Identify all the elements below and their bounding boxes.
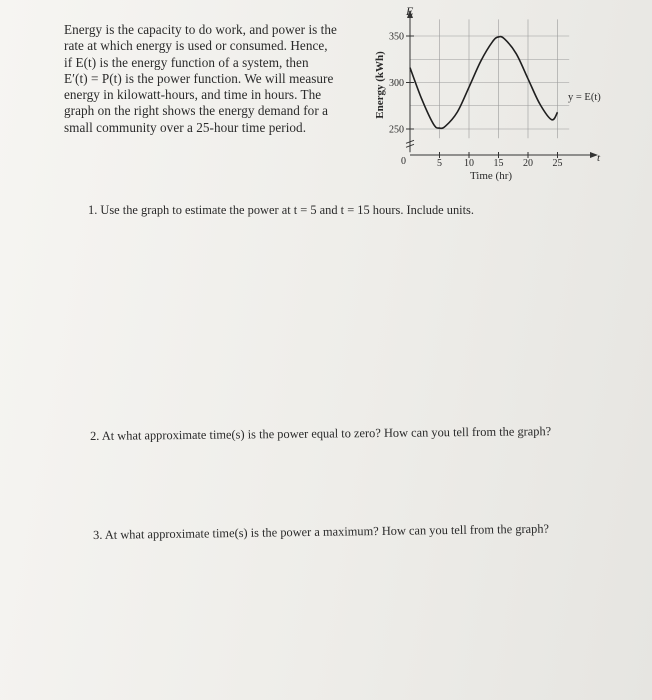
intro-line: rate at which energy is used or consumed. Hence, bbox=[64, 38, 328, 54]
y-axis-name: E bbox=[406, 4, 414, 18]
origin-label: 0 bbox=[401, 156, 406, 167]
chart-axes bbox=[406, 10, 598, 158]
y-tick-label: 350 bbox=[389, 31, 404, 43]
question-1: 1. Use the graph to estimate the power at t = 5 and t = 15 hours. Include units. bbox=[88, 203, 474, 217]
intro-line: Energy is the capacity to do work, and power is the bbox=[64, 22, 337, 37]
chart-ticks bbox=[389, 32, 563, 170]
intro-line: small community over a 25-hour time period. bbox=[64, 119, 307, 135]
question-3: 3. At what approximate time(s) is the power a maximum? How can you tell from the graph? bbox=[93, 521, 550, 542]
question-2: 2. At what approximate time(s) is the power equal to zero? How can you tell from the graph? bbox=[90, 424, 552, 443]
x-axis-name: t bbox=[597, 152, 601, 164]
energy-chart bbox=[368, 0, 628, 190]
y-tick-label: 250 bbox=[389, 124, 404, 136]
intro-line: E′(t) = P(t) is the power function. We will measure bbox=[64, 70, 334, 86]
curve-label: y = E(t) bbox=[568, 92, 601, 103]
x-tick-label: 25 bbox=[552, 158, 563, 169]
x-axis-label: Time (hr) bbox=[469, 170, 513, 182]
y-tick-label: 300 bbox=[389, 78, 404, 89]
x-tick-label: 20 bbox=[523, 158, 533, 169]
intro-paragraph bbox=[64, 22, 364, 136]
intro-line: graph on the right shows the energy demand for a bbox=[64, 103, 329, 119]
x-tick-label: 15 bbox=[493, 158, 504, 169]
x-tick-label: 5 bbox=[437, 158, 442, 169]
chart-grid bbox=[410, 19, 569, 138]
x-tick-label: 10 bbox=[464, 158, 474, 169]
intro-line: energy in kilowatt-hours, and time in hours. The bbox=[64, 87, 322, 103]
intro-line: if E(t) is the energy function of a system, then bbox=[64, 54, 309, 70]
y-axis-label: Energy (kWh) bbox=[374, 51, 386, 119]
